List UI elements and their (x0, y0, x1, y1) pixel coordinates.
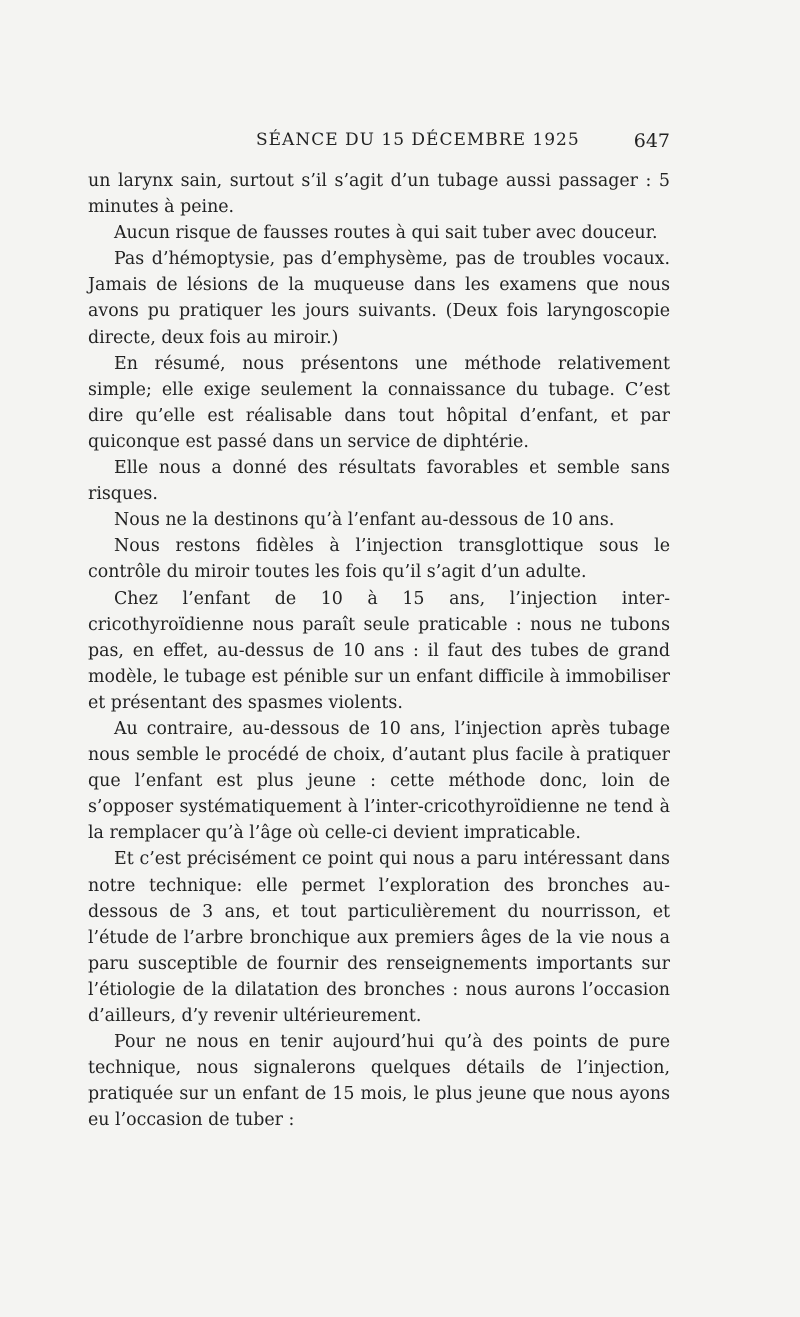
paragraph: un larynx sain, surtout s’il s’agit d’un tubage aussi passager : 5 minutes à peine. (88, 171, 670, 218)
paragraph: Pas d’hémoptysie, pas d’emphysème, pas de troubles vocaux. Jamais de lésions de la muqueuse dans les examens que nous avons pu pratiquer les jours suivants. (Deux fois laryngoscopie directe, deux fois au miroir.) (88, 249, 670, 348)
paragraph: Pour ne nous en tenir aujourd’hui qu’à des points de pure technique, nous signalerons quelques détails de l’injection, pratiquée sur un enfant de 15 mois, le plus jeune que nous ayons eu l’occasion de tuber : (88, 1032, 670, 1131)
paragraph: Elle nous a donné des résultats favorables et semble sans risques. (88, 458, 670, 505)
paragraph: Nous ne la destinons qu’à l’enfant au-dessous de 10 ans. (114, 510, 615, 531)
paragraph: Nous restons fidèles à l’injection transglottique sous le contrôle du miroir toutes les fois qu’il s’agit d’un adulte. (88, 536, 670, 583)
paragraph: En résumé, nous présentons une méthode relativement simple; elle exige seulement la connaissance du tubage. C’est dire qu’elle est réalisable dans tout hôpital d’enfant, et par quiconque est passé dans un service de diphtérie. (88, 353, 670, 452)
page-number: 647 (633, 130, 670, 152)
paragraph: Au contraire, au-dessous de 10 ans, l’injection après tubage nous semble le procédé de choix, d’autant plus facile à pratiquer que l’enfant est plus jeune : cette méthode donc, loin de s’opposer systématiquement à l’inter-cricothyroïdienne ne tend à la remplacer qu’à l’âge où celle-ci devient impraticable. (88, 718, 670, 844)
page-header (88, 130, 670, 156)
body-text (88, 168, 670, 1133)
running-head: SÉANCE DU 15 DÉCEMBRE 1925 (256, 130, 580, 150)
paragraph: Chez l’enfant de 10 à 15 ans, l’injection inter-cricothyroïdienne nous paraît seule praticable : nous ne tubons pas, en effet, au-dessus de 10 ans : il faut des tubes de grand modèle, le tubage est pénible sur un enfant difficile à immobiliser et présentant des spasmes violents. (88, 588, 670, 713)
paragraph: Aucun risque de fausses routes à qui sait tuber avec douceur. (114, 223, 658, 244)
paragraph: Et c’est précisément ce point qui nous a paru intéressant dans notre technique: elle permet l’exploration des bronches au-dessous de 3 ans, et tout particulièrement du nourrisson, et l’étude de l’arbre bronchique aux premiers âges de la vie nous a paru susceptible de fournir des renseignements importants sur l’étiologie de la dilatation des bronches : nous aurons l’occasion d’ailleurs, d’y revenir ultérieurement. (88, 849, 670, 1026)
